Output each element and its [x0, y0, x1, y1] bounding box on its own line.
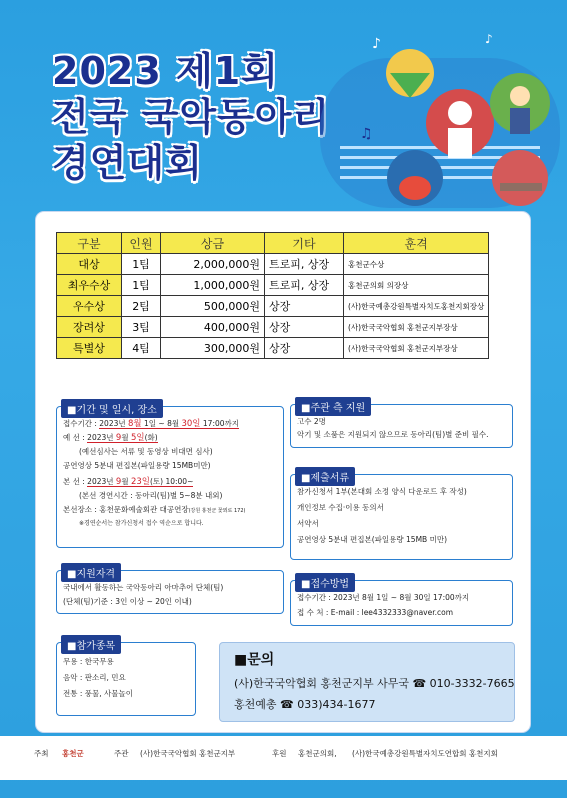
header-other: 기타	[265, 233, 344, 254]
period-prefix: 접수기간 :	[63, 419, 100, 428]
row-teams: 2팀	[122, 296, 161, 317]
row-teams: 3팀	[122, 317, 161, 338]
row-other: 상장	[265, 317, 344, 338]
genres-item: 전통 : 풍물, 사물놀이	[63, 689, 134, 698]
header-award: 훈격	[344, 233, 489, 254]
row-other: 상장	[265, 338, 344, 359]
row-teams: 1팀	[122, 254, 161, 275]
contact-title: ■문의	[234, 652, 275, 668]
final-mid: 월	[121, 477, 131, 486]
table-row	[57, 296, 489, 317]
application-email: 접 수 처 : E-mail : lee4332333@naver.com	[297, 608, 454, 617]
row-prize: 400,000원	[161, 317, 265, 338]
support-line-2: 악기 및 소품은 지원되지 않으므로 동아리(팀)별 준비 필수.	[297, 430, 489, 439]
period-start-month: 8월	[128, 419, 142, 429]
period-end-day: 30일	[181, 419, 201, 429]
period-mid: 1일 ~ 8월	[141, 419, 182, 428]
prelim-year: 2023년	[87, 433, 116, 442]
application-label: ■접수방법	[295, 573, 355, 592]
row-other: 상장	[265, 296, 344, 317]
schedule-period	[63, 417, 239, 431]
row-award: (사)한국예총강원특별자치도홍천지회장상	[344, 296, 489, 317]
contact-box	[219, 642, 515, 722]
schedule-label: ■기간 및 일시, 장소	[61, 399, 163, 418]
table-row	[57, 254, 489, 275]
title-line-1: 2023 제1회	[52, 49, 279, 93]
svg-text:♪: ♪	[485, 32, 493, 46]
row-category: 장려상	[57, 317, 122, 338]
title-line-3: 경연대회	[52, 141, 203, 185]
title-line-2: 전국 국악동아리	[52, 95, 331, 139]
genres-item: 무용 : 한국무용	[63, 657, 114, 666]
documents-item: 개인정보 수집·이용 동의서	[297, 503, 384, 512]
documents-item: 참가신청서 1부(본대회 소정 양식 다운로드 후 작성)	[297, 487, 467, 496]
footer-sponsor-2: (사)한국예총강원특별자치도연합회 홍천지회	[352, 749, 498, 758]
schedule-prelim-note: (예선심사는 서류 및 동영상 비대면 심사)	[79, 447, 213, 456]
documents-section	[290, 474, 513, 560]
eligibility-line-2: (단체(팀)기준 : 3인 이상 ~ 20인 이내)	[63, 597, 192, 606]
table-row	[57, 275, 489, 296]
support-line-1: 고수 2명	[297, 417, 326, 426]
documents-item: 서약서	[297, 519, 319, 528]
row-teams: 4팀	[122, 338, 161, 359]
schedule-prelim-video: 공연영상 5분내 편집본(파일용량 15MB미만)	[63, 461, 211, 470]
table-row	[57, 317, 489, 338]
final-day: 23일	[130, 477, 150, 487]
row-prize: 2,000,000원	[161, 254, 265, 275]
header-prize: 상금	[161, 233, 265, 254]
footer-organizer: (사)한국국악협회 홍천군지부	[140, 749, 236, 758]
prelim-prefix: 예 선 :	[63, 433, 88, 442]
row-award: 홍천군수상	[344, 254, 489, 275]
footer-credits	[0, 736, 567, 780]
venue-text: 본선장소 : 홍천문화예술회관 대공연장	[63, 505, 189, 514]
row-award: (사)한국국악협회 홍천군지부장상	[344, 338, 489, 359]
contact-line-1: (사)한국국악협회 홍천군지부 사무국 ☎ 010-3332-7665	[234, 677, 515, 690]
prize-table	[56, 232, 489, 359]
final-weekday-time: (토) 10:00~	[149, 477, 194, 486]
schedule-final-note: (본선 경연시간 : 동아리(팀)별 5~8분 내외)	[79, 491, 223, 500]
genres-label: ■참가종목	[61, 635, 121, 654]
contact-line-2: 홍천예총 ☎ 033)434-1677	[234, 698, 376, 711]
prize-table-header	[57, 233, 489, 254]
documents-item: 공연영상 5분내 편집본(파일용량 15MB 미만)	[297, 535, 447, 544]
prelim-mid: 월	[121, 433, 131, 442]
documents-label: ■제출서류	[295, 467, 355, 486]
row-other: 트로피, 상장	[265, 254, 344, 275]
footer-organizer-label: 주관	[114, 749, 129, 758]
schedule-section	[56, 406, 284, 548]
korean-music-illustration	[320, 28, 560, 213]
eligibility-label: ■지원자격	[61, 563, 121, 582]
prelim-month: 9	[115, 433, 122, 443]
application-period: 접수기간 : 2023년 8월 1일 ~ 8월 30일 17:00까지	[297, 593, 470, 602]
footer-host-label: 주최	[34, 749, 49, 758]
svg-text:♫: ♫	[360, 126, 373, 142]
svg-text:♪: ♪	[372, 36, 381, 52]
row-category: 최우수상	[57, 275, 122, 296]
genres-item: 음악 : 판소리, 민요	[63, 673, 126, 682]
row-other: 트로피, 상장	[265, 275, 344, 296]
schedule-venue-footnote: ※경연순서는 참가신청서 접수 역순으로 합니다.	[79, 520, 204, 527]
prelim-day: 5일	[130, 433, 145, 443]
row-prize: 300,000원	[161, 338, 265, 359]
table-row	[57, 338, 489, 359]
support-label: ■주관 측 지원	[295, 397, 371, 416]
final-year: 2023년	[87, 477, 116, 486]
row-category: 특별상	[57, 338, 122, 359]
header-category: 구분	[57, 233, 122, 254]
row-teams: 1팀	[122, 275, 161, 296]
application-section	[290, 580, 513, 626]
prelim-weekday: (화)	[144, 433, 158, 442]
row-category: 우수상	[57, 296, 122, 317]
footer-sponsor-label: 후원	[272, 749, 287, 758]
header-teams: 인원	[122, 233, 161, 254]
footer-host-logo: 홍천군	[62, 749, 84, 758]
schedule-final	[63, 475, 193, 489]
support-section	[290, 404, 513, 448]
venue-note: (강원 홍천군 꽃뫼로 172)	[188, 508, 246, 514]
final-month: 9	[115, 477, 122, 487]
row-prize: 500,000원	[161, 296, 265, 317]
row-category: 대상	[57, 254, 122, 275]
poster-title	[52, 48, 330, 186]
period-end-time: 17:00까지	[200, 419, 240, 428]
schedule-venue	[63, 503, 245, 518]
eligibility-section	[56, 570, 284, 614]
row-prize: 1,000,000원	[161, 275, 265, 296]
final-prefix: 본 선 :	[63, 477, 88, 486]
footer-sponsor-1: 홍천군의회,	[298, 749, 337, 758]
schedule-prelim	[63, 431, 158, 445]
row-award: (사)한국국악협회 홍천군지부장상	[344, 317, 489, 338]
eligibility-line-1: 국내에서 활동하는 국악동아리 아마추어 단체(팀)	[63, 583, 224, 592]
period-year: 2023년	[99, 419, 128, 428]
row-award: 홍천군의회 의장상	[344, 275, 489, 296]
content-card	[36, 212, 530, 732]
genres-section	[56, 642, 196, 716]
